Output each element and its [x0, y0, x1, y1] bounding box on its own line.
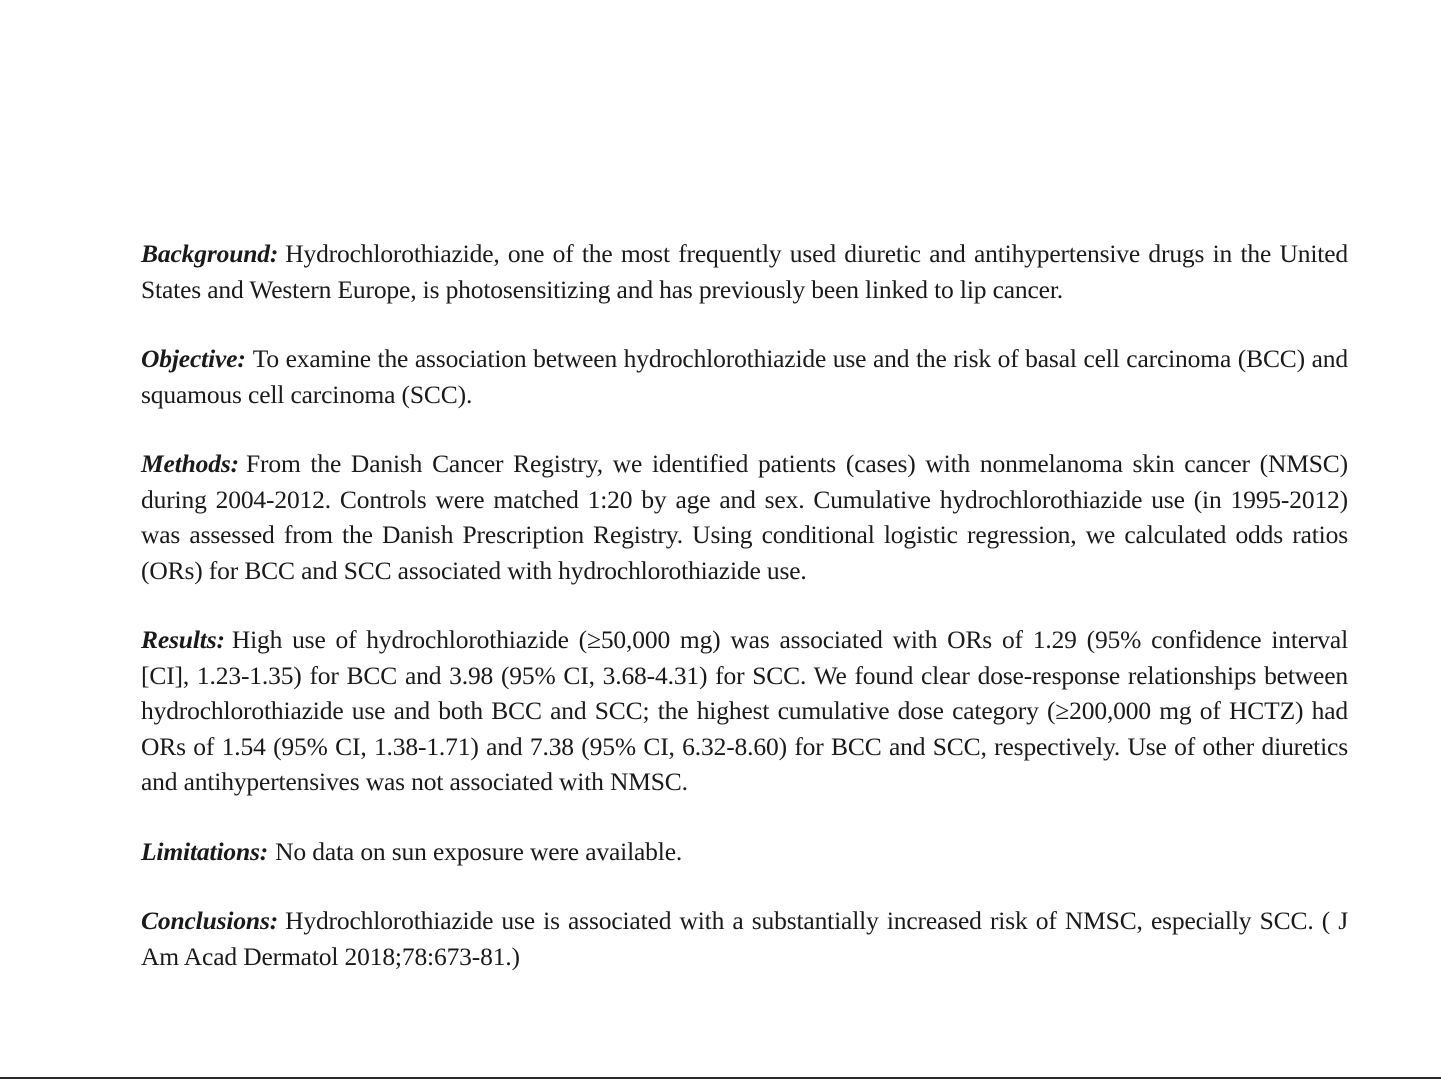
section-text: Hydrochlorothiazide, one of the most frequently used diuretic and antihypertensive drugs in the United States and Western Europe, is photosensitizing and has previously been linked to lip cancer.: [141, 239, 1348, 304]
section-results: [141, 622, 1348, 800]
section-label: Results:: [141, 625, 225, 654]
section-text: From the Danish Cancer Registry, we identified patients (cases) with nonmelanoma skin cancer (NMSC) during 2004-2012. Controls were matched 1:20 by age and sex. Cumulative hydrochlorothiazide use (in 1995-2012) was assessed from the Danish Prescription Registry. Using conditional logistic regression, we calculated odds ratios (ORs) for BCC and SCC associated with hydrochlorothiazide use.: [141, 449, 1348, 585]
section-label: Conclusions:: [141, 906, 279, 935]
section-limitations: [141, 834, 1348, 870]
abstract: [141, 236, 1348, 1008]
section-objective: [141, 341, 1348, 412]
section-label: Limitations:: [141, 836, 269, 866]
section-text: Hydrochlorothiazide use is associated with a substantially increased risk of NMSC, especially SCC. ( J Am Acad Dermatol 2018;78:673-81.): [141, 906, 1348, 971]
section-methods: [141, 446, 1348, 588]
section-label: Methods:: [141, 449, 239, 478]
section-text: No data on sun exposure were available.: [275, 836, 683, 866]
section-label: Objective:: [141, 344, 246, 373]
page-bottom-divider: [0, 1077, 1441, 1079]
section-conclusions: [141, 903, 1348, 974]
section-background: [141, 236, 1348, 307]
section-label: Background:: [141, 239, 279, 268]
section-text: To examine the association between hydrochlorothiazide use and the risk of basal cell carcinoma (BCC) and squamous cell carcinoma (SCC).: [141, 344, 1348, 409]
section-text: High use of hydrochlorothiazide (≥50,000 mg) was associated with ORs of 1.29 (95% confidence interval [CI], 1.23-1.35) for BCC and 3.98 (95% CI, 3.68-4.31) for SCC. We found clear dose-response relationships between hydrochlorothiazide use and both BCC and SCC; the highest cumulative dose category (≥200,000 mg of HCTZ) had ORs of 1.54 (95% CI, 1.38-1.71) and 7.38 (95% CI, 6.32-8.60) for BCC and SCC, respectively. Use of other diuretics and antihypertensives was not associated with NMSC.: [141, 625, 1348, 796]
